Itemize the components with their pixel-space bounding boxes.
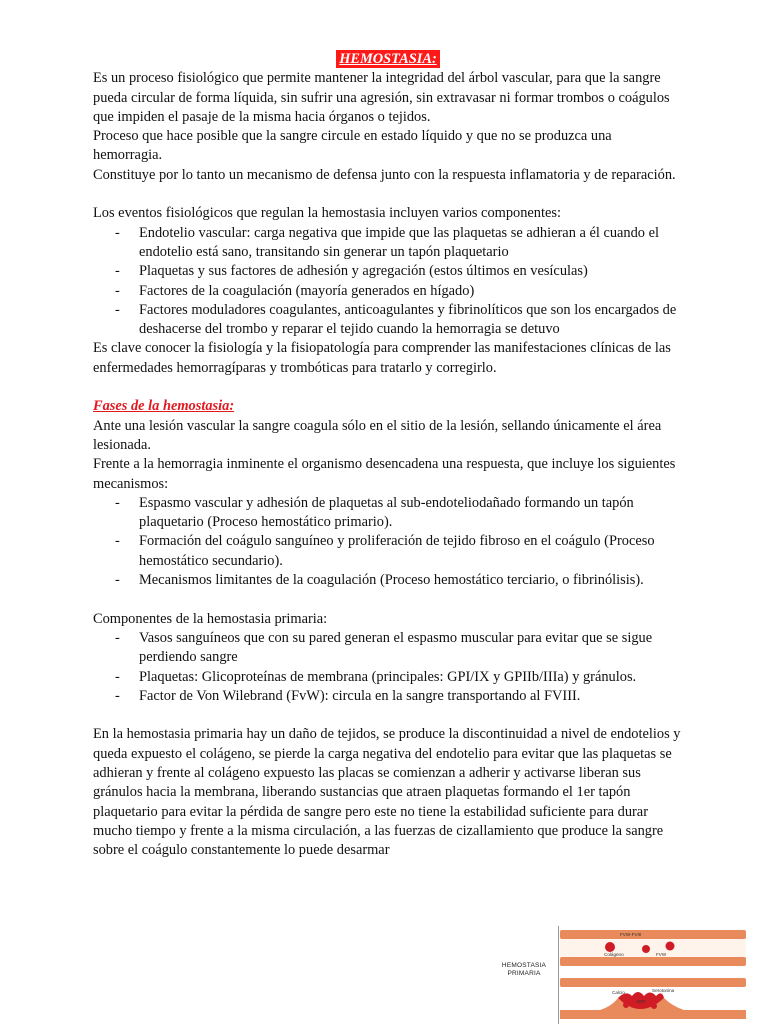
spacer xyxy=(93,590,683,609)
phases-paragraph-1: Ante una lesión vascular la sangre coagula sólo en el sitio de la lesión, sellando únicamente el área lesionada. xyxy=(93,417,662,453)
vessel-lumen-top xyxy=(560,939,746,957)
spacer xyxy=(93,185,683,204)
figure-divider xyxy=(558,926,559,1024)
label-serotonina: Serotonina xyxy=(652,988,675,993)
components-intro: Los eventos fisiológicos que regulan la hemostasia incluyen varios componentes: xyxy=(93,205,561,222)
list-item: - Factores de la coagulación (mayoría generados en hígado) xyxy=(93,282,683,301)
list-item: - Mecanismos limitantes de la coagulación (Proceso hemostático terciario, o fibrinólisis). xyxy=(93,571,683,590)
list-item: - Plaquetas y sus factores de adhesión y agregación (estos últimos en vesículas) xyxy=(93,262,683,281)
figure-label: HEMOSTASIA PRIMARIA xyxy=(501,962,547,977)
phases-paragraph-2: Frente a la hemorragia inminente el organismo desencadena una respuesta, que incluye los siguientes mecanismos: xyxy=(93,456,676,492)
platelet xyxy=(642,945,650,953)
list-item: - Factores moduladores coagulantes, anticoagulantes y fibrinolíticos que son los encargados de deshacerse del trombo y reparar el tejido cuando la hemorragia se detuvo xyxy=(93,301,683,340)
label-colageno: Colágeno xyxy=(604,952,624,957)
label-fvw-fviii: FVW-FVIII xyxy=(620,932,642,937)
components-outro: Es clave conocer la fisiología y la fisiopatología para comprender las manifestaciones clínicas de las enfermedades hemorragíparas y trombóticas para tratarlo y corregirlo. xyxy=(93,340,671,376)
intro-paragraph-1: Es un proceso fisiológico que permite mantener la integridad del árbol vascular, para que la sangre pueda circular de forma líquida, sin sufrir una agresión, sin extravasar ni formar trombos o coágulos que impiden el pasaje de la misma hacia órganos o tejidos. xyxy=(93,70,670,125)
document-page xyxy=(93,50,683,860)
vessel-diagram xyxy=(560,926,746,1024)
primary-list xyxy=(93,629,683,706)
spacer xyxy=(93,378,683,397)
platelet xyxy=(605,942,615,952)
vessel-wall-top-2 xyxy=(560,978,746,987)
primary-intro: Componentes de la hemostasia primaria: xyxy=(93,610,328,627)
list-item: - Vasos sanguíneos que con su pared generan el espasmo muscular para evitar que se sigue perdiendo sangre xyxy=(93,629,683,668)
label-fvw: FVW xyxy=(656,952,667,957)
platelet xyxy=(651,1003,657,1009)
document-title: HEMOSTASIA: xyxy=(336,50,440,68)
title-row xyxy=(93,50,683,69)
primary-paragraph: En la hemostasia primaria hay un daño de tejidos, se produce la discontinuidad a nivel de endotelios y queda expuesto el colágeno, se pierde la carga negativa del endotelio para evitar que las plaquetas se adhieran y frente al colágeno expuesto las placas se comienzan a adherir y activarse liberan sus gránulos hacia la membrana, liberando sustancias que atraen plaquetas formando el 1er tapón plaquetario para evitar la pérdida de sangre pero este no tiene la estabilidad suficiente para durar mucho tiempo y frente a la misma circulación, a las fuerzas de cizallamiento que produce la sangre sobre el coágulo constantemente lo puede desarmar xyxy=(93,726,681,859)
list-item: - Espasmo vascular y adhesión de plaquetas al sub-endoteliodañado formando un tapón plaquetario (Proceso hemostático primario). xyxy=(93,494,683,533)
list-item: - Factor de Von Wilebrand (FvW): circula en la sangre transportando al FVIII. xyxy=(93,687,683,706)
list-item: - Formación del coágulo sanguíneo y proliferación de tejido fibroso en el coágulo (Proceso hemostático secundario). xyxy=(93,532,683,571)
phases-list xyxy=(93,494,683,590)
spacer xyxy=(93,706,683,725)
components-list xyxy=(93,224,683,340)
label-calcio: Calcio xyxy=(612,990,625,995)
hemostasis-figure xyxy=(496,926,746,1024)
vessel-wall-top xyxy=(560,930,746,939)
label-adp: ADP xyxy=(636,999,646,1004)
intro-paragraph-3: Constituye por lo tanto un mecanismo de defensa junto con la respuesta inflamatoria y de reparación. xyxy=(93,166,676,183)
intro-paragraph-2: Proceso que hace posible que la sangre circule en estado líquido y que no se produzca una hemorragia. xyxy=(93,128,612,164)
section-heading-phases: Fases de la hemostasia: xyxy=(93,398,235,415)
vessel-wall-bottom xyxy=(560,957,746,966)
platelet xyxy=(623,1002,629,1008)
list-item: - Plaquetas: Glicoproteínas de membrana (principales: GPI/IX y GPIIb/IIIa) y gránulos. xyxy=(93,668,683,687)
platelet xyxy=(666,942,675,951)
list-item: - Endotelio vascular: carga negativa que impide que las plaquetas se adhieran a él cuando el endotelio está sano, transitando sin generar un tapón plaquetario xyxy=(93,224,683,263)
